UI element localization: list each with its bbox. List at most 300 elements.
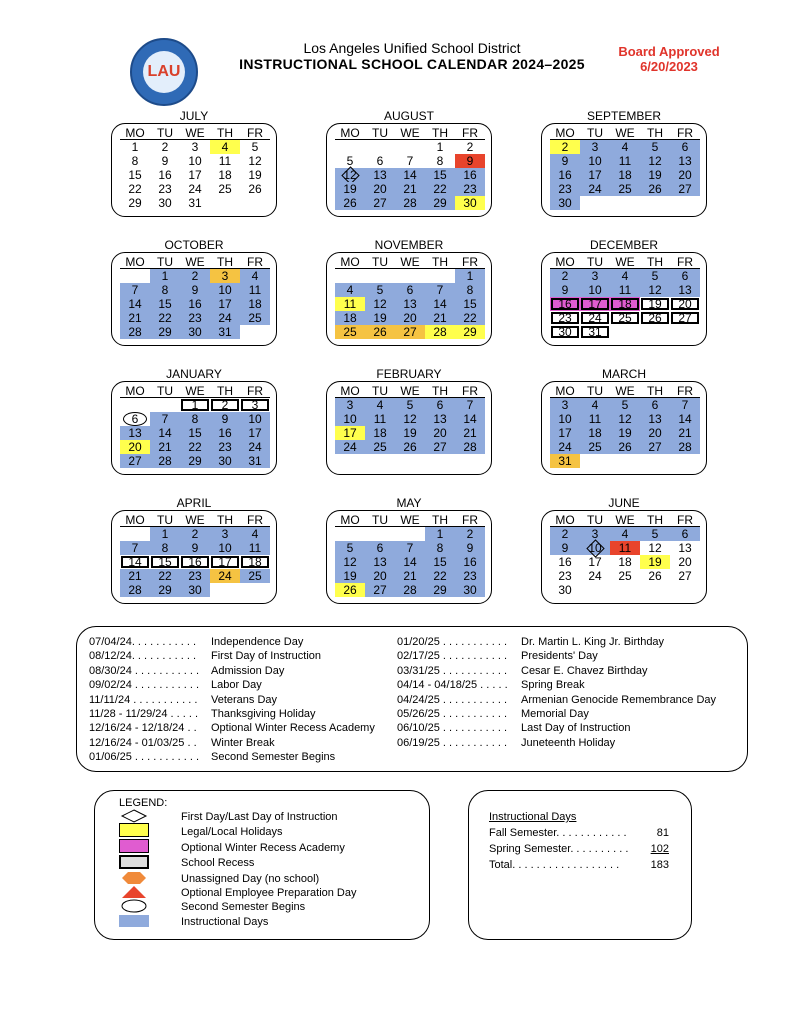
weekday-header: FR xyxy=(455,126,485,140)
day-number: 6 xyxy=(681,269,689,283)
holiday-list xyxy=(76,626,748,772)
day-number: 12 xyxy=(648,541,662,555)
day-number: 7 xyxy=(131,541,139,555)
day-cell xyxy=(240,168,270,182)
day-cell xyxy=(580,454,610,468)
day-number: 31 xyxy=(558,454,572,468)
day-number: 11 xyxy=(588,412,602,426)
day-number: 23 xyxy=(188,569,202,583)
day-number: 4 xyxy=(251,527,259,541)
day-cell xyxy=(610,569,640,583)
day-cell xyxy=(455,311,485,325)
weekday-header: WE xyxy=(610,513,640,527)
weekday-header: FR xyxy=(240,255,270,269)
day-cell xyxy=(640,412,670,426)
day-grid xyxy=(335,384,485,468)
day-number: 14 xyxy=(128,297,142,311)
day-cell xyxy=(670,269,700,283)
day-cell xyxy=(610,426,640,440)
day-number: 5 xyxy=(406,398,414,412)
holiday-name: Juneteenth Holiday xyxy=(521,736,616,749)
day-cell xyxy=(210,283,240,297)
day-cell xyxy=(240,196,270,210)
month-february xyxy=(326,367,492,475)
day-number: 6 xyxy=(681,527,689,541)
day-cell xyxy=(395,412,425,426)
day-cell xyxy=(335,555,365,569)
holiday-name: Armenian Genocide Remembrance Day xyxy=(521,693,717,706)
board-approved xyxy=(604,44,734,74)
total-row xyxy=(489,859,669,871)
day-number: 21 xyxy=(158,440,172,454)
day-cell xyxy=(365,527,395,541)
day-cell xyxy=(120,440,150,454)
day-cell xyxy=(395,426,425,440)
logo-letters: LAU xyxy=(143,51,185,93)
day-cell xyxy=(670,140,700,154)
month-box xyxy=(111,510,277,604)
day-number: 18 xyxy=(618,168,632,182)
day-cell xyxy=(610,325,640,339)
day-number: 3 xyxy=(221,527,229,541)
day-number: 23 xyxy=(158,182,172,196)
day-cell xyxy=(240,583,270,597)
day-number: 20 xyxy=(433,426,447,440)
approved-date: 6/20/2023 xyxy=(640,59,698,74)
weekday-header: MO xyxy=(120,255,150,269)
day-cell xyxy=(120,168,150,182)
day-number: 16 xyxy=(558,555,572,569)
day-cell xyxy=(240,154,270,168)
day-number: 10 xyxy=(588,283,602,297)
day-cell xyxy=(210,555,240,569)
day-cell xyxy=(610,196,640,210)
day-number: 21 xyxy=(463,426,477,440)
day-cell xyxy=(455,325,485,339)
day-cell xyxy=(365,311,395,325)
day-number: 15 xyxy=(158,555,172,569)
day-number: 4 xyxy=(376,398,384,412)
day-cell xyxy=(640,541,670,555)
day-cell xyxy=(610,269,640,283)
day-cell xyxy=(580,283,610,297)
day-number: 5 xyxy=(651,269,659,283)
day-cell xyxy=(455,426,485,440)
day-cell xyxy=(455,182,485,196)
day-number: 26 xyxy=(373,325,387,339)
day-cell xyxy=(610,583,640,597)
day-number: 13 xyxy=(678,541,692,555)
day-cell xyxy=(550,555,580,569)
day-number: 13 xyxy=(373,555,387,569)
month-box xyxy=(326,123,492,217)
day-cell xyxy=(395,440,425,454)
day-cell xyxy=(210,398,240,412)
day-number: 25 xyxy=(248,311,262,325)
day-cell xyxy=(550,297,580,311)
day-number: 14 xyxy=(433,297,447,311)
day-number: 19 xyxy=(648,168,662,182)
weekday-header: TU xyxy=(580,513,610,527)
weekday-header: TH xyxy=(425,255,455,269)
weekday-header: TH xyxy=(640,513,670,527)
day-number: 30 xyxy=(558,325,572,339)
day-cell xyxy=(210,297,240,311)
day-number: 11 xyxy=(618,154,632,168)
day-cell xyxy=(120,527,150,541)
day-cell xyxy=(395,140,425,154)
day-number: 21 xyxy=(403,569,417,583)
approved-label: Board Approved xyxy=(618,44,720,59)
holiday-list-right xyxy=(397,635,716,750)
instructional-days-box xyxy=(468,790,692,940)
weekday-header: TH xyxy=(210,513,240,527)
holiday-date: 09/02/24 . . . . . . . . . . . xyxy=(89,679,200,692)
day-number: 17 xyxy=(248,426,262,440)
day-number: 17 xyxy=(343,426,357,440)
day-cell xyxy=(455,555,485,569)
day-number: 24 xyxy=(218,569,232,583)
day-cell xyxy=(550,168,580,182)
day-cell xyxy=(240,412,270,426)
day-number: 24 xyxy=(343,440,357,454)
weekday-header: TH xyxy=(640,384,670,398)
holiday-name: Dr. Martin L. King Jr. Birthday xyxy=(521,636,665,648)
day-cell xyxy=(180,412,210,426)
day-cell xyxy=(240,311,270,325)
day-cell xyxy=(240,440,270,454)
day-number: 4 xyxy=(621,269,629,283)
day-number: 26 xyxy=(248,182,262,196)
day-number: 3 xyxy=(591,269,599,283)
day-cell xyxy=(335,527,365,541)
day-number: 1 xyxy=(161,527,169,541)
day-number: 13 xyxy=(678,154,692,168)
weekday-header: TU xyxy=(365,384,395,398)
day-cell xyxy=(395,325,425,339)
day-number: 17 xyxy=(188,168,202,182)
month-box xyxy=(326,510,492,604)
day-cell xyxy=(180,283,210,297)
day-number: 27 xyxy=(373,196,387,210)
day-cell xyxy=(670,569,700,583)
day-cell xyxy=(240,269,270,283)
day-number: 21 xyxy=(678,426,692,440)
day-number: 9 xyxy=(466,541,474,555)
weekday-header: TU xyxy=(365,513,395,527)
day-number: 14 xyxy=(158,426,172,440)
weekday-header: FR xyxy=(455,384,485,398)
day-cell xyxy=(580,398,610,412)
weekday-header: TU xyxy=(580,255,610,269)
day-number: 23 xyxy=(558,311,572,325)
weekday-header: WE xyxy=(610,384,640,398)
day-number: 13 xyxy=(128,426,142,440)
day-cell xyxy=(670,527,700,541)
day-number: 25 xyxy=(618,311,632,325)
weekday-header: MO xyxy=(335,384,365,398)
day-cell xyxy=(425,426,455,440)
day-cell xyxy=(640,426,670,440)
day-cell xyxy=(550,440,580,454)
day-cell xyxy=(455,440,485,454)
weekday-header: TH xyxy=(640,255,670,269)
weekday-header: TH xyxy=(210,384,240,398)
day-number: 1 xyxy=(436,527,444,541)
diamond-icon xyxy=(119,809,149,823)
month-march xyxy=(541,367,707,475)
day-cell xyxy=(580,541,610,555)
day-number: 2 xyxy=(466,527,474,541)
day-cell xyxy=(150,454,180,468)
day-number: 25 xyxy=(373,440,387,454)
instructional-swatch-icon xyxy=(119,915,149,927)
day-cell xyxy=(120,412,150,426)
day-number: 6 xyxy=(406,283,414,297)
legend-label: Unassigned Day (no school) xyxy=(181,873,320,885)
day-cell xyxy=(210,196,240,210)
day-cell xyxy=(335,398,365,412)
holiday-row xyxy=(89,635,375,649)
spring-label: Spring Semester. . . . . . . . . . xyxy=(489,843,629,855)
day-cell xyxy=(425,182,455,196)
day-cell xyxy=(640,182,670,196)
day-grid xyxy=(335,255,485,339)
day-cell xyxy=(120,154,150,168)
day-number: 4 xyxy=(221,140,229,154)
day-cell xyxy=(210,182,240,196)
day-number: 13 xyxy=(648,412,662,426)
day-cell xyxy=(365,154,395,168)
day-number: 27 xyxy=(678,182,692,196)
day-cell xyxy=(150,555,180,569)
holiday-name: Independence Day xyxy=(211,636,304,648)
day-number: 1 xyxy=(161,269,169,283)
day-cell xyxy=(335,283,365,297)
day-number: 29 xyxy=(158,583,172,597)
month-april xyxy=(111,496,277,604)
month-name: MARCH xyxy=(602,367,646,381)
day-cell xyxy=(640,196,670,210)
day-cell xyxy=(670,541,700,555)
day-cell xyxy=(150,297,180,311)
day-cell xyxy=(365,140,395,154)
month-august xyxy=(326,109,492,217)
day-number: 18 xyxy=(343,311,357,325)
month-name: DECEMBER xyxy=(589,238,658,252)
day-number: 14 xyxy=(678,412,692,426)
day-cell xyxy=(670,168,700,182)
day-cell xyxy=(425,196,455,210)
day-number: 24 xyxy=(558,440,572,454)
day-number: 10 xyxy=(248,412,262,426)
month-name: AUGUST xyxy=(383,109,434,123)
day-number: 25 xyxy=(618,569,632,583)
day-grid xyxy=(550,513,700,597)
day-cell xyxy=(455,283,485,297)
day-number: 4 xyxy=(251,269,259,283)
day-number: 10 xyxy=(188,154,202,168)
month-name: JULY xyxy=(179,109,209,123)
day-cell xyxy=(670,398,700,412)
weekday-header: MO xyxy=(550,126,580,140)
day-cell xyxy=(425,283,455,297)
day-cell xyxy=(640,154,670,168)
weekday-header: MO xyxy=(335,126,365,140)
day-number: 18 xyxy=(373,426,387,440)
day-number: 18 xyxy=(248,555,262,569)
day-cell xyxy=(240,527,270,541)
day-number: 18 xyxy=(618,297,632,311)
day-cell xyxy=(395,269,425,283)
day-grid xyxy=(335,126,485,210)
day-number: 17 xyxy=(588,555,602,569)
month-name: JUNE xyxy=(608,496,640,510)
day-number: 28 xyxy=(128,583,142,597)
day-cell xyxy=(180,426,210,440)
day-number: 16 xyxy=(188,297,202,311)
day-cell xyxy=(210,140,240,154)
weekday-header: WE xyxy=(395,126,425,140)
day-cell xyxy=(610,297,640,311)
day-number: 11 xyxy=(343,297,357,311)
day-cell xyxy=(180,541,210,555)
legend-label: School Recess xyxy=(181,857,255,869)
day-cell xyxy=(150,283,180,297)
day-number: 9 xyxy=(221,412,229,426)
day-number: 5 xyxy=(376,283,384,297)
day-cell xyxy=(335,454,365,468)
day-cell xyxy=(120,426,150,440)
day-cell xyxy=(180,555,210,569)
day-cell xyxy=(180,269,210,283)
day-cell xyxy=(455,196,485,210)
day-cell xyxy=(550,196,580,210)
day-cell xyxy=(210,440,240,454)
weekday-header: TU xyxy=(150,255,180,269)
day-cell xyxy=(335,541,365,555)
day-cell xyxy=(610,182,640,196)
month-december xyxy=(541,238,707,346)
day-number: 24 xyxy=(218,311,232,325)
day-number: 8 xyxy=(436,541,444,555)
day-cell xyxy=(550,154,580,168)
day-cell xyxy=(550,527,580,541)
instructional-title: Instructional Days xyxy=(489,811,577,823)
day-number: 9 xyxy=(191,541,199,555)
day-cell xyxy=(150,311,180,325)
holiday-date: 05/26/25 . . . . . . . . . . . xyxy=(397,708,508,721)
day-number: 19 xyxy=(618,426,632,440)
day-cell xyxy=(365,398,395,412)
day-cell xyxy=(670,283,700,297)
holiday-date: 07/04/24. . . . . . . . . . . xyxy=(89,636,196,648)
day-cell xyxy=(120,325,150,339)
holiday-date: 12/16/24 - 01/03/25 . . xyxy=(89,736,197,749)
holiday-row xyxy=(89,649,375,663)
day-grid xyxy=(550,126,700,210)
day-cell xyxy=(335,297,365,311)
day-cell xyxy=(395,154,425,168)
day-number: 16 xyxy=(463,168,477,182)
weekday-header: TH xyxy=(640,126,670,140)
day-number: 31 xyxy=(188,196,202,210)
day-number: 3 xyxy=(591,527,599,541)
day-cell xyxy=(120,182,150,196)
day-cell xyxy=(335,569,365,583)
day-number: 1 xyxy=(191,398,199,412)
weekday-header: MO xyxy=(550,384,580,398)
weekday-header: WE xyxy=(180,255,210,269)
legend-label: Optional Employee Preparation Day xyxy=(181,887,357,899)
day-number: 9 xyxy=(561,541,569,555)
day-cell xyxy=(395,182,425,196)
day-cell xyxy=(395,541,425,555)
day-cell xyxy=(335,440,365,454)
day-cell xyxy=(210,269,240,283)
day-number: 2 xyxy=(561,527,569,541)
holiday-date: 08/30/24 . . . . . . . . . . . xyxy=(89,664,200,677)
day-number: 12 xyxy=(373,297,387,311)
day-cell xyxy=(455,569,485,583)
day-cell xyxy=(335,168,365,182)
day-cell xyxy=(150,182,180,196)
day-number: 30 xyxy=(463,196,477,210)
holiday-date: 01/06/25 . . . . . . . . . . . xyxy=(89,751,200,764)
month-name: NOVEMBER xyxy=(374,238,444,252)
day-cell xyxy=(455,541,485,555)
month-january xyxy=(111,367,277,475)
weekday-header: TU xyxy=(580,126,610,140)
day-cell xyxy=(180,297,210,311)
day-number: 19 xyxy=(648,297,662,311)
day-cell xyxy=(425,311,455,325)
day-number: 23 xyxy=(188,311,202,325)
day-number: 5 xyxy=(346,541,354,555)
day-cell xyxy=(455,527,485,541)
day-cell xyxy=(425,140,455,154)
holiday-name: Presidents' Day xyxy=(521,650,598,663)
day-cell xyxy=(365,325,395,339)
day-number: 3 xyxy=(346,398,354,412)
weekday-header: TU xyxy=(580,384,610,398)
day-number: 27 xyxy=(403,325,417,339)
weekday-header: FR xyxy=(670,384,700,398)
weekday-header: FR xyxy=(240,513,270,527)
day-cell xyxy=(150,269,180,283)
day-cell xyxy=(210,311,240,325)
district-name: Los Angeles Unified School District xyxy=(303,40,521,56)
day-cell xyxy=(455,168,485,182)
day-number: 6 xyxy=(436,398,444,412)
weekday-header: WE xyxy=(395,384,425,398)
holiday-row xyxy=(89,736,375,750)
day-number: 28 xyxy=(463,440,477,454)
day-cell xyxy=(365,283,395,297)
day-number: 21 xyxy=(128,569,142,583)
day-cell xyxy=(120,541,150,555)
day-number: 13 xyxy=(403,297,417,311)
holiday-name: Admission Day xyxy=(211,664,285,677)
month-july xyxy=(111,109,277,217)
day-number: 30 xyxy=(558,583,572,597)
day-number: 2 xyxy=(191,269,199,283)
day-number: 10 xyxy=(218,541,232,555)
day-number: 28 xyxy=(158,454,172,468)
day-cell xyxy=(670,583,700,597)
day-cell xyxy=(455,583,485,597)
legend xyxy=(94,790,430,940)
